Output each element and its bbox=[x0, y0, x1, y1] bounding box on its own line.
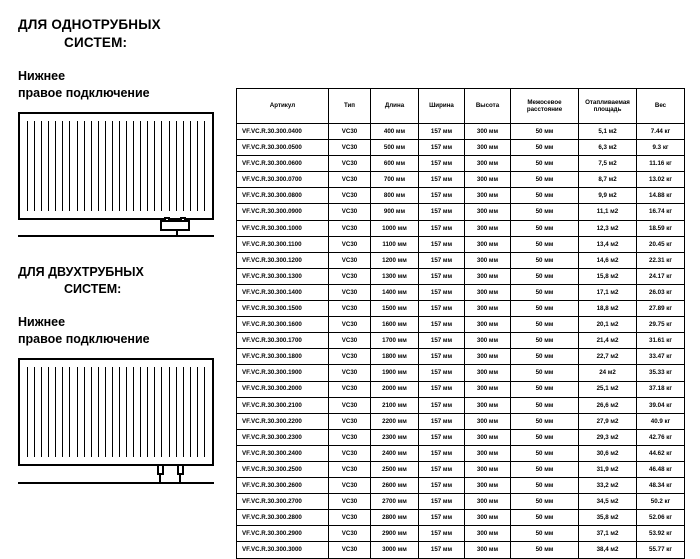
section-one-heading bbox=[18, 16, 223, 52]
cell-height: 300 мм bbox=[465, 526, 511, 542]
radiator-tab-bottom-left-icon-2 bbox=[18, 432, 20, 448]
table-row bbox=[237, 381, 685, 397]
cell-height: 300 мм bbox=[465, 236, 511, 252]
cell-length: 700 мм bbox=[371, 172, 419, 188]
cell-heated-area: 7,5 м2 bbox=[579, 156, 637, 172]
cell-width: 157 мм bbox=[419, 510, 465, 526]
cell-width: 157 мм bbox=[419, 301, 465, 317]
table-row bbox=[237, 365, 685, 381]
cell-length: 1500 мм bbox=[371, 301, 419, 317]
cell-heated-area: 9,9 м2 bbox=[579, 188, 637, 204]
cell-type: VC30 bbox=[329, 429, 371, 445]
cell-heated-area: 5,1 м2 bbox=[579, 124, 637, 140]
cell-heated-area: 14,6 м2 bbox=[579, 252, 637, 268]
cell-width: 157 мм bbox=[419, 349, 465, 365]
cell-axis-distance: 50 мм bbox=[511, 494, 579, 510]
col-header-article: Артикул bbox=[237, 89, 329, 124]
cell-heated-area: 18,8 м2 bbox=[579, 301, 637, 317]
table-row bbox=[237, 252, 685, 268]
section-two-heading-line1: ДЛЯ ДВУХТРУБНЫХ bbox=[18, 265, 144, 280]
radiator-tab-top-left-icon bbox=[18, 130, 20, 146]
cell-heated-area: 15,8 м2 bbox=[579, 268, 637, 284]
cell-type: VC30 bbox=[329, 365, 371, 381]
table-row bbox=[237, 268, 685, 284]
table-row bbox=[237, 172, 685, 188]
cell-weight: 9.3 кг bbox=[637, 140, 685, 156]
cell-weight: 14.88 кг bbox=[637, 188, 685, 204]
cell-article: VF.VC.R.30.300.2100 bbox=[237, 397, 329, 413]
cell-article: VF.VC.R.30.300.2800 bbox=[237, 510, 329, 526]
cell-weight: 52.06 кг bbox=[637, 510, 685, 526]
cell-axis-distance: 50 мм bbox=[511, 268, 579, 284]
cell-type: VC30 bbox=[329, 413, 371, 429]
cell-axis-distance: 50 мм bbox=[511, 188, 579, 204]
cell-axis-distance: 50 мм bbox=[511, 397, 579, 413]
table-header-row bbox=[237, 89, 685, 124]
cell-width: 157 мм bbox=[419, 172, 465, 188]
cell-type: VC30 bbox=[329, 542, 371, 558]
cell-type: VC30 bbox=[329, 236, 371, 252]
left-column bbox=[18, 16, 223, 490]
cell-heated-area: 21,4 м2 bbox=[579, 333, 637, 349]
radiator-tab-top-left-icon-2 bbox=[18, 376, 20, 392]
table-row bbox=[237, 188, 685, 204]
cell-heated-area: 24 м2 bbox=[579, 365, 637, 381]
specification-table-wrapper bbox=[236, 88, 684, 559]
section-one-heading-line1: ДЛЯ ОДНОТРУБНЫХ bbox=[18, 17, 161, 32]
cell-height: 300 мм bbox=[465, 333, 511, 349]
cell-width: 157 мм bbox=[419, 542, 465, 558]
cell-axis-distance: 50 мм bbox=[511, 542, 579, 558]
cell-axis-distance: 50 мм bbox=[511, 317, 579, 333]
cell-article: VF.VC.R.30.300.2700 bbox=[237, 494, 329, 510]
cell-axis-distance: 50 мм bbox=[511, 510, 579, 526]
table-row bbox=[237, 494, 685, 510]
radiator-body-icon-2 bbox=[18, 358, 214, 466]
table-row bbox=[237, 333, 685, 349]
cell-article: VF.VC.R.30.300.1100 bbox=[237, 236, 329, 252]
cell-length: 1000 мм bbox=[371, 220, 419, 236]
section-two-subheading bbox=[18, 314, 223, 348]
section-one-subheading-line1: Нижнее bbox=[18, 69, 66, 84]
pipe-vertical-left-icon bbox=[159, 475, 161, 482]
cell-heated-area: 27,9 м2 bbox=[579, 413, 637, 429]
cell-length: 1400 мм bbox=[371, 284, 419, 300]
cell-length: 1600 мм bbox=[371, 317, 419, 333]
cell-height: 300 мм bbox=[465, 301, 511, 317]
cell-type: VC30 bbox=[329, 301, 371, 317]
cell-heated-area: 22,7 м2 bbox=[579, 349, 637, 365]
cell-axis-distance: 50 мм bbox=[511, 478, 579, 494]
section-one-subheading bbox=[18, 68, 223, 102]
cell-article: VF.VC.R.30.300.1600 bbox=[237, 317, 329, 333]
cell-height: 300 мм bbox=[465, 204, 511, 220]
cell-type: VC30 bbox=[329, 220, 371, 236]
cell-heated-area: 20,1 м2 bbox=[579, 317, 637, 333]
cell-weight: 22.31 кг bbox=[637, 252, 685, 268]
cell-article: VF.VC.R.30.300.0600 bbox=[237, 156, 329, 172]
cell-height: 300 мм bbox=[465, 365, 511, 381]
cell-type: VC30 bbox=[329, 124, 371, 140]
cell-height: 300 мм bbox=[465, 445, 511, 461]
cell-width: 157 мм bbox=[419, 252, 465, 268]
table-row bbox=[237, 220, 685, 236]
cell-height: 300 мм bbox=[465, 478, 511, 494]
cell-length: 400 мм bbox=[371, 124, 419, 140]
cell-type: VC30 bbox=[329, 381, 371, 397]
cell-axis-distance: 50 мм bbox=[511, 140, 579, 156]
floor-line-icon-2 bbox=[18, 482, 214, 484]
cell-axis-distance: 50 мм bbox=[511, 445, 579, 461]
cell-weight: 50.2 кг bbox=[637, 494, 685, 510]
cell-heated-area: 33,2 м2 bbox=[579, 478, 637, 494]
cell-length: 2500 мм bbox=[371, 461, 419, 477]
cell-type: VC30 bbox=[329, 188, 371, 204]
col-header-length: Длина bbox=[371, 89, 419, 124]
cell-width: 157 мм bbox=[419, 156, 465, 172]
cell-width: 157 мм bbox=[419, 397, 465, 413]
cell-heated-area: 12,3 м2 bbox=[579, 220, 637, 236]
radiator-body-icon bbox=[18, 112, 214, 220]
section-two-heading-line2: СИСТЕМ: bbox=[64, 282, 122, 297]
cell-weight: 13.02 кг bbox=[637, 172, 685, 188]
cell-type: VC30 bbox=[329, 284, 371, 300]
cell-article: VF.VC.R.30.300.1900 bbox=[237, 365, 329, 381]
cell-height: 300 мм bbox=[465, 284, 511, 300]
cell-axis-distance: 50 мм bbox=[511, 301, 579, 317]
cell-weight: 33.47 кг bbox=[637, 349, 685, 365]
cell-length: 2600 мм bbox=[371, 478, 419, 494]
col-header-heated-area: Отапливаемая площадь bbox=[579, 89, 637, 124]
specification-table bbox=[236, 88, 685, 559]
cell-weight: 7.44 кг bbox=[637, 124, 685, 140]
table-row bbox=[237, 413, 685, 429]
cell-article: VF.VC.R.30.300.1000 bbox=[237, 220, 329, 236]
cell-article: VF.VC.R.30.300.2000 bbox=[237, 381, 329, 397]
cell-type: VC30 bbox=[329, 349, 371, 365]
cell-axis-distance: 50 мм bbox=[511, 220, 579, 236]
cell-heated-area: 30,6 м2 bbox=[579, 445, 637, 461]
cell-heated-area: 35,8 м2 bbox=[579, 510, 637, 526]
cell-width: 157 мм bbox=[419, 461, 465, 477]
cell-weight: 42.76 кг bbox=[637, 429, 685, 445]
cell-weight: 26.03 кг bbox=[637, 284, 685, 300]
cell-length: 2100 мм bbox=[371, 397, 419, 413]
cell-weight: 44.62 кг bbox=[637, 445, 685, 461]
table-row bbox=[237, 478, 685, 494]
cell-weight: 16.74 кг bbox=[637, 204, 685, 220]
cell-weight: 18.59 кг bbox=[637, 220, 685, 236]
cell-axis-distance: 50 мм bbox=[511, 365, 579, 381]
cell-type: VC30 bbox=[329, 478, 371, 494]
cell-length: 2400 мм bbox=[371, 445, 419, 461]
cell-length: 800 мм bbox=[371, 188, 419, 204]
table-row bbox=[237, 317, 685, 333]
section-two-subheading-line2: правое подключение bbox=[18, 331, 150, 346]
cell-type: VC30 bbox=[329, 397, 371, 413]
cell-heated-area: 11,1 м2 bbox=[579, 204, 637, 220]
cell-type: VC30 bbox=[329, 494, 371, 510]
cell-type: VC30 bbox=[329, 510, 371, 526]
cell-type: VC30 bbox=[329, 156, 371, 172]
section-two-subheading-line1: Нижнее bbox=[18, 314, 66, 329]
cell-height: 300 мм bbox=[465, 317, 511, 333]
cell-width: 157 мм bbox=[419, 268, 465, 284]
cell-heated-area: 13,4 м2 bbox=[579, 236, 637, 252]
cell-weight: 40.9 кг bbox=[637, 413, 685, 429]
cell-heated-area: 17,1 м2 bbox=[579, 284, 637, 300]
radiator-fins-icon-2 bbox=[27, 367, 205, 457]
cell-length: 600 мм bbox=[371, 156, 419, 172]
cell-heated-area: 26,6 м2 bbox=[579, 397, 637, 413]
table-row bbox=[237, 461, 685, 477]
cell-width: 157 мм bbox=[419, 124, 465, 140]
cell-type: VC30 bbox=[329, 333, 371, 349]
cell-height: 300 мм bbox=[465, 156, 511, 172]
cell-weight: 46.48 кг bbox=[637, 461, 685, 477]
cell-height: 300 мм bbox=[465, 349, 511, 365]
cell-article: VF.VC.R.30.300.1300 bbox=[237, 268, 329, 284]
cell-axis-distance: 50 мм bbox=[511, 124, 579, 140]
cell-axis-distance: 50 мм bbox=[511, 429, 579, 445]
table-row bbox=[237, 236, 685, 252]
single-pipe-connection-icon bbox=[18, 220, 214, 242]
cell-type: VC30 bbox=[329, 268, 371, 284]
cell-article: VF.VC.R.30.300.0700 bbox=[237, 172, 329, 188]
table-row bbox=[237, 445, 685, 461]
col-header-type: Тип bbox=[329, 89, 371, 124]
cell-article: VF.VC.R.30.300.0900 bbox=[237, 204, 329, 220]
cell-height: 300 мм bbox=[465, 268, 511, 284]
cell-article: VF.VC.R.30.300.2900 bbox=[237, 526, 329, 542]
cell-width: 157 мм bbox=[419, 526, 465, 542]
cell-weight: 48.34 кг bbox=[637, 478, 685, 494]
cell-length: 1900 мм bbox=[371, 365, 419, 381]
floor-line-icon bbox=[18, 235, 214, 237]
cell-width: 157 мм bbox=[419, 413, 465, 429]
cell-length: 2200 мм bbox=[371, 413, 419, 429]
cell-heated-area: 34,5 м2 bbox=[579, 494, 637, 510]
cell-width: 157 мм bbox=[419, 429, 465, 445]
cell-width: 157 мм bbox=[419, 220, 465, 236]
cell-height: 300 мм bbox=[465, 140, 511, 156]
cell-article: VF.VC.R.30.300.3000 bbox=[237, 542, 329, 558]
cell-length: 2300 мм bbox=[371, 429, 419, 445]
table-row bbox=[237, 429, 685, 445]
table-row bbox=[237, 284, 685, 300]
col-header-axis-distance: Межосевое расстояние bbox=[511, 89, 579, 124]
cell-width: 157 мм bbox=[419, 381, 465, 397]
cell-weight: 29.75 кг bbox=[637, 317, 685, 333]
table-row bbox=[237, 140, 685, 156]
cell-length: 500 мм bbox=[371, 140, 419, 156]
cell-article: VF.VC.R.30.300.0500 bbox=[237, 140, 329, 156]
cell-article: VF.VC.R.30.300.1800 bbox=[237, 349, 329, 365]
cell-type: VC30 bbox=[329, 461, 371, 477]
cell-article: VF.VC.R.30.300.1200 bbox=[237, 252, 329, 268]
cell-axis-distance: 50 мм bbox=[511, 349, 579, 365]
cell-axis-distance: 50 мм bbox=[511, 204, 579, 220]
cell-article: VF.VC.R.30.300.2600 bbox=[237, 478, 329, 494]
cell-article: VF.VC.R.30.300.2200 bbox=[237, 413, 329, 429]
cell-width: 157 мм bbox=[419, 284, 465, 300]
cell-width: 157 мм bbox=[419, 494, 465, 510]
cell-weight: 35.33 кг bbox=[637, 365, 685, 381]
cell-heated-area: 25,1 м2 bbox=[579, 381, 637, 397]
cell-axis-distance: 50 мм bbox=[511, 284, 579, 300]
cell-type: VC30 bbox=[329, 445, 371, 461]
table-row bbox=[237, 526, 685, 542]
section-one-subheading-line2: правое подключение bbox=[18, 86, 150, 101]
cell-weight: 20.45 кг bbox=[637, 236, 685, 252]
cell-weight: 55.77 кг bbox=[637, 542, 685, 558]
cell-axis-distance: 50 мм bbox=[511, 526, 579, 542]
bypass-box-icon bbox=[160, 220, 190, 231]
cell-width: 157 мм bbox=[419, 140, 465, 156]
cell-heated-area: 8,7 м2 bbox=[579, 172, 637, 188]
table-row bbox=[237, 510, 685, 526]
cell-weight: 24.17 кг bbox=[637, 268, 685, 284]
table-row bbox=[237, 204, 685, 220]
cell-article: VF.VC.R.30.300.0800 bbox=[237, 188, 329, 204]
cell-heated-area: 6,3 м2 bbox=[579, 140, 637, 156]
cell-height: 300 мм bbox=[465, 461, 511, 477]
col-header-weight: Вес bbox=[637, 89, 685, 124]
radiator-tab-top-right-icon bbox=[212, 130, 214, 146]
table-row bbox=[237, 349, 685, 365]
cell-axis-distance: 50 мм bbox=[511, 333, 579, 349]
cell-length: 2700 мм bbox=[371, 494, 419, 510]
cell-height: 300 мм bbox=[465, 510, 511, 526]
cell-width: 157 мм bbox=[419, 188, 465, 204]
cell-weight: 39.04 кг bbox=[637, 397, 685, 413]
pipe-vertical-right-icon bbox=[179, 475, 181, 482]
section-one-heading-line2: СИСТЕМ: bbox=[64, 35, 128, 51]
cell-width: 157 мм bbox=[419, 445, 465, 461]
section-two-heading bbox=[18, 264, 223, 298]
cell-type: VC30 bbox=[329, 252, 371, 268]
table-row bbox=[237, 301, 685, 317]
pipe-stem-return-icon bbox=[177, 466, 184, 475]
cell-article: VF.VC.R.30.300.1500 bbox=[237, 301, 329, 317]
cell-height: 300 мм bbox=[465, 542, 511, 558]
cell-heated-area: 37,1 м2 bbox=[579, 526, 637, 542]
cell-length: 1300 мм bbox=[371, 268, 419, 284]
cell-length: 2800 мм bbox=[371, 510, 419, 526]
cell-height: 300 мм bbox=[465, 172, 511, 188]
cell-height: 300 мм bbox=[465, 397, 511, 413]
cell-length: 2900 мм bbox=[371, 526, 419, 542]
cell-heated-area: 38,4 м2 bbox=[579, 542, 637, 558]
cell-height: 300 мм bbox=[465, 429, 511, 445]
cell-length: 1800 мм bbox=[371, 349, 419, 365]
cell-length: 1200 мм bbox=[371, 252, 419, 268]
cell-weight: 31.61 кг bbox=[637, 333, 685, 349]
radiator-diagram-single-pipe bbox=[18, 112, 214, 242]
cell-width: 157 мм bbox=[419, 204, 465, 220]
cell-height: 300 мм bbox=[465, 413, 511, 429]
cell-type: VC30 bbox=[329, 172, 371, 188]
cell-heated-area: 31,9 м2 bbox=[579, 461, 637, 477]
table-row bbox=[237, 156, 685, 172]
cell-length: 3000 мм bbox=[371, 542, 419, 558]
cell-axis-distance: 50 мм bbox=[511, 461, 579, 477]
cell-type: VC30 bbox=[329, 140, 371, 156]
cell-article: VF.VC.R.30.300.2400 bbox=[237, 445, 329, 461]
cell-article: VF.VC.R.30.300.2500 bbox=[237, 461, 329, 477]
cell-axis-distance: 50 мм bbox=[511, 413, 579, 429]
cell-height: 300 мм bbox=[465, 381, 511, 397]
cell-heated-area: 29,3 м2 bbox=[579, 429, 637, 445]
radiator-fins-icon bbox=[27, 121, 205, 211]
cell-article: VF.VC.R.30.300.1400 bbox=[237, 284, 329, 300]
cell-length: 2000 мм bbox=[371, 381, 419, 397]
cell-width: 157 мм bbox=[419, 333, 465, 349]
table-header bbox=[237, 89, 685, 124]
cell-type: VC30 bbox=[329, 204, 371, 220]
radiator-tab-bottom-right-icon-2 bbox=[212, 432, 214, 448]
table-row bbox=[237, 124, 685, 140]
col-header-width: Ширина bbox=[419, 89, 465, 124]
cell-width: 157 мм bbox=[419, 365, 465, 381]
cell-height: 300 мм bbox=[465, 252, 511, 268]
cell-height: 300 мм bbox=[465, 220, 511, 236]
table-row bbox=[237, 542, 685, 558]
cell-length: 900 мм bbox=[371, 204, 419, 220]
cell-width: 157 мм bbox=[419, 236, 465, 252]
radiator-diagram-two-pipe bbox=[18, 358, 214, 490]
cell-type: VC30 bbox=[329, 526, 371, 542]
cell-axis-distance: 50 мм bbox=[511, 252, 579, 268]
pipe-stem-supply-icon bbox=[157, 466, 164, 475]
cell-article: VF.VC.R.30.300.1700 bbox=[237, 333, 329, 349]
cell-height: 300 мм bbox=[465, 124, 511, 140]
cell-length: 1700 мм bbox=[371, 333, 419, 349]
cell-axis-distance: 50 мм bbox=[511, 172, 579, 188]
cell-axis-distance: 50 мм bbox=[511, 236, 579, 252]
table-body bbox=[237, 124, 685, 559]
cell-width: 157 мм bbox=[419, 478, 465, 494]
radiator-tab-top-right-icon-2 bbox=[212, 376, 214, 392]
cell-height: 300 мм bbox=[465, 494, 511, 510]
cell-height: 300 мм bbox=[465, 188, 511, 204]
cell-axis-distance: 50 мм bbox=[511, 156, 579, 172]
radiator-tab-bottom-left-icon bbox=[18, 186, 20, 202]
col-header-height: Высота bbox=[465, 89, 511, 124]
table-row bbox=[237, 397, 685, 413]
cell-width: 157 мм bbox=[419, 317, 465, 333]
cell-article: VF.VC.R.30.300.0400 bbox=[237, 124, 329, 140]
cell-article: VF.VC.R.30.300.2300 bbox=[237, 429, 329, 445]
cell-weight: 27.89 кг bbox=[637, 301, 685, 317]
two-pipe-connection-icon bbox=[18, 466, 214, 490]
cell-axis-distance: 50 мм bbox=[511, 381, 579, 397]
cell-weight: 37.18 кг bbox=[637, 381, 685, 397]
radiator-tab-bottom-right-icon bbox=[212, 186, 214, 202]
cell-weight: 11.16 кг bbox=[637, 156, 685, 172]
cell-weight: 53.92 кг bbox=[637, 526, 685, 542]
cell-type: VC30 bbox=[329, 317, 371, 333]
cell-length: 1100 мм bbox=[371, 236, 419, 252]
